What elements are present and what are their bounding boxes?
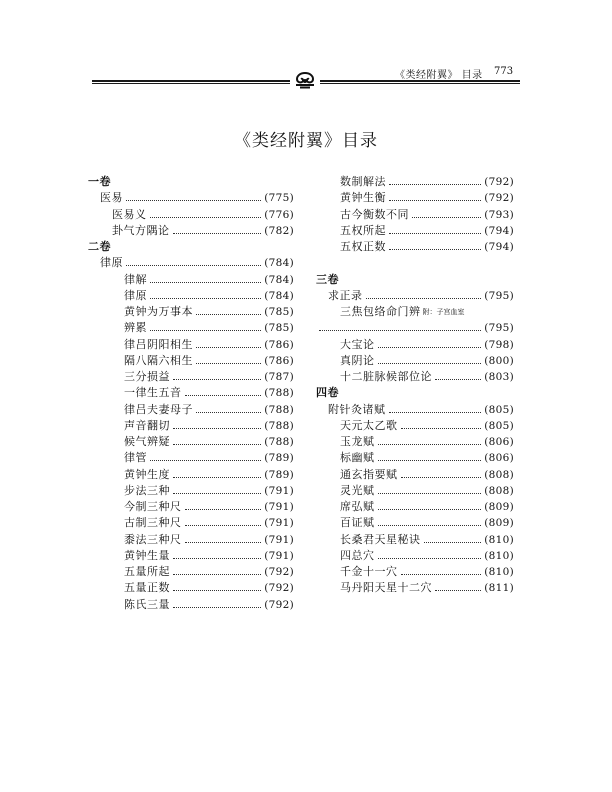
toc-entry-title: 五权所起 [340, 223, 386, 237]
dot-leader [389, 232, 481, 234]
toc-entry [316, 532, 514, 548]
toc-entry [316, 434, 514, 450]
toc-entry-title: 律管 [124, 451, 147, 465]
dot-leader [435, 589, 481, 591]
toc-entry-title: 卦气方隅论 [112, 223, 170, 237]
toc-entry-title: 十二脏脉候部位论 [340, 370, 432, 383]
toc-entry-page: (810) [484, 549, 514, 562]
dot-leader [389, 411, 482, 413]
toc-entry-page: (782) [264, 224, 294, 237]
dot-leader [185, 524, 262, 526]
toc-entry-title: 医易义 [112, 207, 147, 221]
toc-entry-page: (800) [484, 354, 514, 367]
toc-entry-page: (792) [484, 176, 514, 188]
toc-entry-page: (798) [484, 338, 514, 351]
toc-entry-page: (805) [484, 419, 514, 432]
toc-entry-page: (792) [484, 192, 514, 205]
dot-leader [378, 524, 482, 526]
toc-entry-title: 五权正数 [340, 240, 386, 253]
toc-entry [88, 190, 294, 206]
toc-entry-page: (809) [484, 501, 514, 513]
page-title: 《类经附翼》目录 [234, 131, 378, 151]
toc-entry [316, 320, 514, 336]
dot-leader [173, 492, 261, 494]
toc-entry-title: 四总穴 [340, 548, 375, 562]
toc-entry [88, 597, 294, 613]
toc-entry-title: 律原 [124, 288, 147, 302]
toc-entry-page: (786) [264, 354, 294, 367]
dot-leader [185, 541, 262, 543]
toc-entry [88, 320, 294, 336]
toc-entry-page: (811) [484, 582, 514, 595]
dot-leader [150, 216, 262, 218]
toc-left-column [88, 174, 294, 613]
toc-entry [88, 434, 294, 450]
toc-entry-title: 候气辨疑 [124, 435, 170, 448]
toc-entry-title: 古制三种尺 [124, 516, 182, 530]
dot-leader [389, 183, 481, 185]
toc-entry-title: 马丹阳天星十二穴 [340, 581, 432, 595]
toc-entry-page: (788) [264, 419, 294, 432]
toc-entry [316, 369, 514, 385]
dot-leader [173, 557, 261, 559]
toc-entry-title: 标幽赋 [340, 451, 375, 465]
toc-entry [88, 272, 294, 288]
volume-label: 二卷 [88, 240, 111, 253]
running-title: 《类经附翼》 目录 [395, 70, 483, 81]
dot-leader [173, 427, 261, 429]
toc-entry-title: 黄钟生度 [124, 467, 170, 481]
toc-entry [316, 223, 514, 239]
dot-leader [378, 459, 482, 461]
toc-entry [88, 304, 294, 320]
toc-entry-page: (776) [264, 208, 294, 221]
dot-leader [150, 281, 261, 283]
toc-entry-title: 玉龙赋 [340, 435, 375, 448]
toc-spacer [316, 255, 514, 271]
toc-entry-title: 数制解法 [340, 175, 386, 188]
toc-entry-page: (808) [484, 484, 514, 497]
toc-entry [88, 207, 294, 223]
dot-leader [185, 394, 262, 396]
volume-label: 四卷 [316, 386, 339, 400]
toc-entry-title: 黄钟生衡 [340, 191, 386, 205]
toc-volume-heading [316, 272, 514, 288]
toc-entry-title: 声音翻切 [124, 418, 170, 432]
toc-entry-page: (793) [484, 208, 514, 221]
toc-entry [316, 190, 514, 206]
toc-entry-page: (789) [264, 468, 294, 481]
toc-entry [316, 564, 514, 580]
toc-entry [88, 418, 294, 434]
page-header [0, 0, 612, 90]
volume-label: 三卷 [316, 272, 339, 286]
toc-entry-page: (809) [484, 517, 514, 530]
toc-entry-page: (789) [264, 452, 294, 465]
toc-entry-page: (786) [264, 338, 294, 351]
toc-entry-page: (791) [264, 484, 294, 497]
toc-entry [88, 369, 294, 385]
toc-entry [316, 467, 514, 483]
dot-leader [126, 199, 261, 201]
toc-entry [316, 483, 514, 499]
dot-leader [173, 589, 261, 591]
toc-volume-heading [316, 385, 514, 401]
cloud-scroll-ornament-icon [290, 69, 320, 91]
toc-entry-page: (805) [484, 403, 514, 416]
toc-entry-note: 附：子宫血室 [422, 308, 465, 316]
toc-entry-page: (792) [264, 582, 294, 595]
toc-entry-page: (792) [264, 598, 294, 611]
dot-leader [173, 476, 261, 478]
dot-leader [401, 573, 482, 575]
toc-entry-title: 黄钟生量 [124, 548, 170, 562]
toc-entry-title: 求正录 [328, 288, 363, 302]
dot-leader [196, 411, 261, 413]
dot-leader [196, 362, 261, 364]
dot-leader [173, 232, 262, 234]
toc-entry-title: 一律生五音 [124, 386, 182, 400]
toc-entry-title: 今制三种尺 [124, 500, 182, 513]
toc-entry-page: (788) [264, 387, 294, 400]
toc-entry-page: (794) [484, 241, 514, 253]
toc-entry [316, 239, 514, 255]
toc-entry-title: 真阴论 [340, 353, 375, 367]
dot-leader [185, 508, 262, 510]
toc-entry-title: 医易 [100, 191, 123, 205]
toc-entry [88, 450, 294, 466]
toc-entry [316, 353, 514, 369]
toc-entry-title: 大宝论 [340, 337, 375, 351]
toc-entry-title: 律吕阴阳相生 [124, 337, 193, 351]
toc-entry [88, 548, 294, 564]
dot-leader [150, 329, 261, 331]
toc-volume-heading [88, 239, 294, 255]
dot-leader [389, 248, 481, 250]
toc-entry [88, 288, 294, 304]
toc-entry-title: 律解 [124, 272, 147, 286]
toc-entry [88, 402, 294, 418]
dot-leader [196, 313, 261, 315]
toc-entry [316, 450, 514, 466]
toc-entry-page: (788) [264, 403, 294, 416]
toc-entry [88, 499, 294, 515]
dot-leader [173, 606, 261, 608]
toc-entry-page: (792) [264, 566, 294, 578]
toc-entry [316, 207, 514, 223]
toc-entry-title: 百证赋 [340, 516, 375, 530]
toc-entry-page: (803) [484, 371, 514, 383]
toc-entry-title: 灵光赋 [340, 483, 375, 497]
toc-entry-title: 三分损益 [124, 370, 170, 383]
toc-entry [316, 499, 514, 515]
toc-entry-page: (810) [484, 566, 514, 578]
toc-entry-page: (808) [484, 468, 514, 481]
dot-leader [196, 346, 261, 348]
toc-entry-title: 五量正数 [124, 581, 170, 595]
dot-leader [378, 508, 482, 510]
toc-entry-page: (775) [264, 192, 294, 205]
toc-entry-page: (791) [264, 549, 294, 562]
toc-entry-title: 席弘赋 [340, 500, 375, 513]
dot-leader [435, 378, 481, 380]
toc-entry-title: 古今衡数不同 [340, 207, 409, 221]
dot-leader [173, 443, 261, 445]
volume-label: 一卷 [88, 175, 111, 188]
toc-entry-title: 三焦包络命门辨 [340, 305, 421, 318]
toc-entry [316, 337, 514, 353]
dot-leader [150, 459, 261, 461]
toc-entry-page: (788) [264, 436, 294, 448]
toc-entry [316, 580, 514, 596]
toc-entry-page: (795) [484, 289, 514, 302]
toc-entry-page: (791) [264, 501, 294, 513]
toc-entry-page: (784) [264, 289, 294, 302]
dot-leader [150, 297, 261, 299]
toc-entry-title: 辨累 [124, 321, 147, 335]
toc-entry-page: (784) [264, 273, 294, 286]
toc-entry-title: 附针灸诸赋 [328, 402, 386, 416]
dot-leader [378, 362, 482, 364]
toc-entry-page: (785) [264, 306, 294, 318]
dot-leader [378, 492, 482, 494]
toc-entry [316, 418, 514, 434]
toc-entry-page: (806) [484, 436, 514, 448]
toc-entry [88, 564, 294, 580]
dot-leader [424, 541, 482, 543]
toc-entry [88, 580, 294, 596]
toc-entry-page: (791) [264, 533, 294, 546]
dot-leader [378, 557, 482, 559]
toc-entry-page: (810) [484, 533, 514, 546]
toc-entry-title: 黄钟为万事本 [124, 305, 193, 318]
toc-entry [316, 548, 514, 564]
toc-entry-page: (787) [264, 371, 294, 383]
toc-entry [88, 483, 294, 499]
toc-entry-page: (806) [484, 452, 514, 465]
toc-entry-page: (785) [264, 322, 294, 335]
toc-entry [88, 337, 294, 353]
dot-leader [126, 264, 261, 266]
dot-leader [366, 297, 482, 299]
toc-right-column [316, 174, 514, 597]
toc-entry-title: 隔八隔六相生 [124, 353, 193, 367]
toc-entry-title: 步法三种 [124, 483, 170, 497]
dot-leader [173, 573, 261, 575]
toc-entry-page: (791) [264, 517, 294, 530]
toc-entry-title: 黍法三种尺 [124, 532, 182, 546]
toc-entry [88, 515, 294, 531]
toc-entry [316, 402, 514, 418]
toc-volume-heading [88, 174, 294, 190]
toc-entry [316, 174, 514, 190]
toc-entry-title: 通玄指要赋 [340, 467, 398, 481]
toc-entry [316, 288, 514, 304]
dot-leader [401, 476, 482, 478]
toc-entry [88, 223, 294, 239]
toc-entry-title: 千金十一穴 [340, 565, 398, 578]
dot-leader [378, 346, 482, 348]
toc-entry [316, 515, 514, 531]
page-number: 773 [494, 66, 514, 77]
toc-entry [316, 304, 514, 320]
toc-entry-page: (794) [484, 224, 514, 237]
dot-leader [378, 443, 482, 445]
toc-entry [88, 467, 294, 483]
dot-leader [389, 199, 481, 201]
dot-leader [401, 427, 482, 429]
dot-leader [412, 216, 481, 218]
dot-leader [173, 378, 261, 380]
toc-entry [88, 385, 294, 401]
toc-entry [88, 255, 294, 271]
toc-entry-title: 律原 [100, 256, 123, 270]
toc-entry-title: 长桑君天星秘诀 [340, 532, 421, 546]
toc-entry [88, 532, 294, 548]
toc-entry-page: (784) [264, 257, 294, 270]
toc-entry-title: 陈氏三量 [124, 597, 170, 611]
toc-entry-page: (795) [484, 322, 514, 335]
toc-entry-title: 律吕夫妻母子 [124, 402, 193, 416]
toc-entry-title: 五量所起 [124, 565, 170, 578]
toc-entry [88, 353, 294, 369]
dot-leader [319, 329, 481, 331]
toc-entry-title: 天元太乙歌 [340, 418, 398, 432]
